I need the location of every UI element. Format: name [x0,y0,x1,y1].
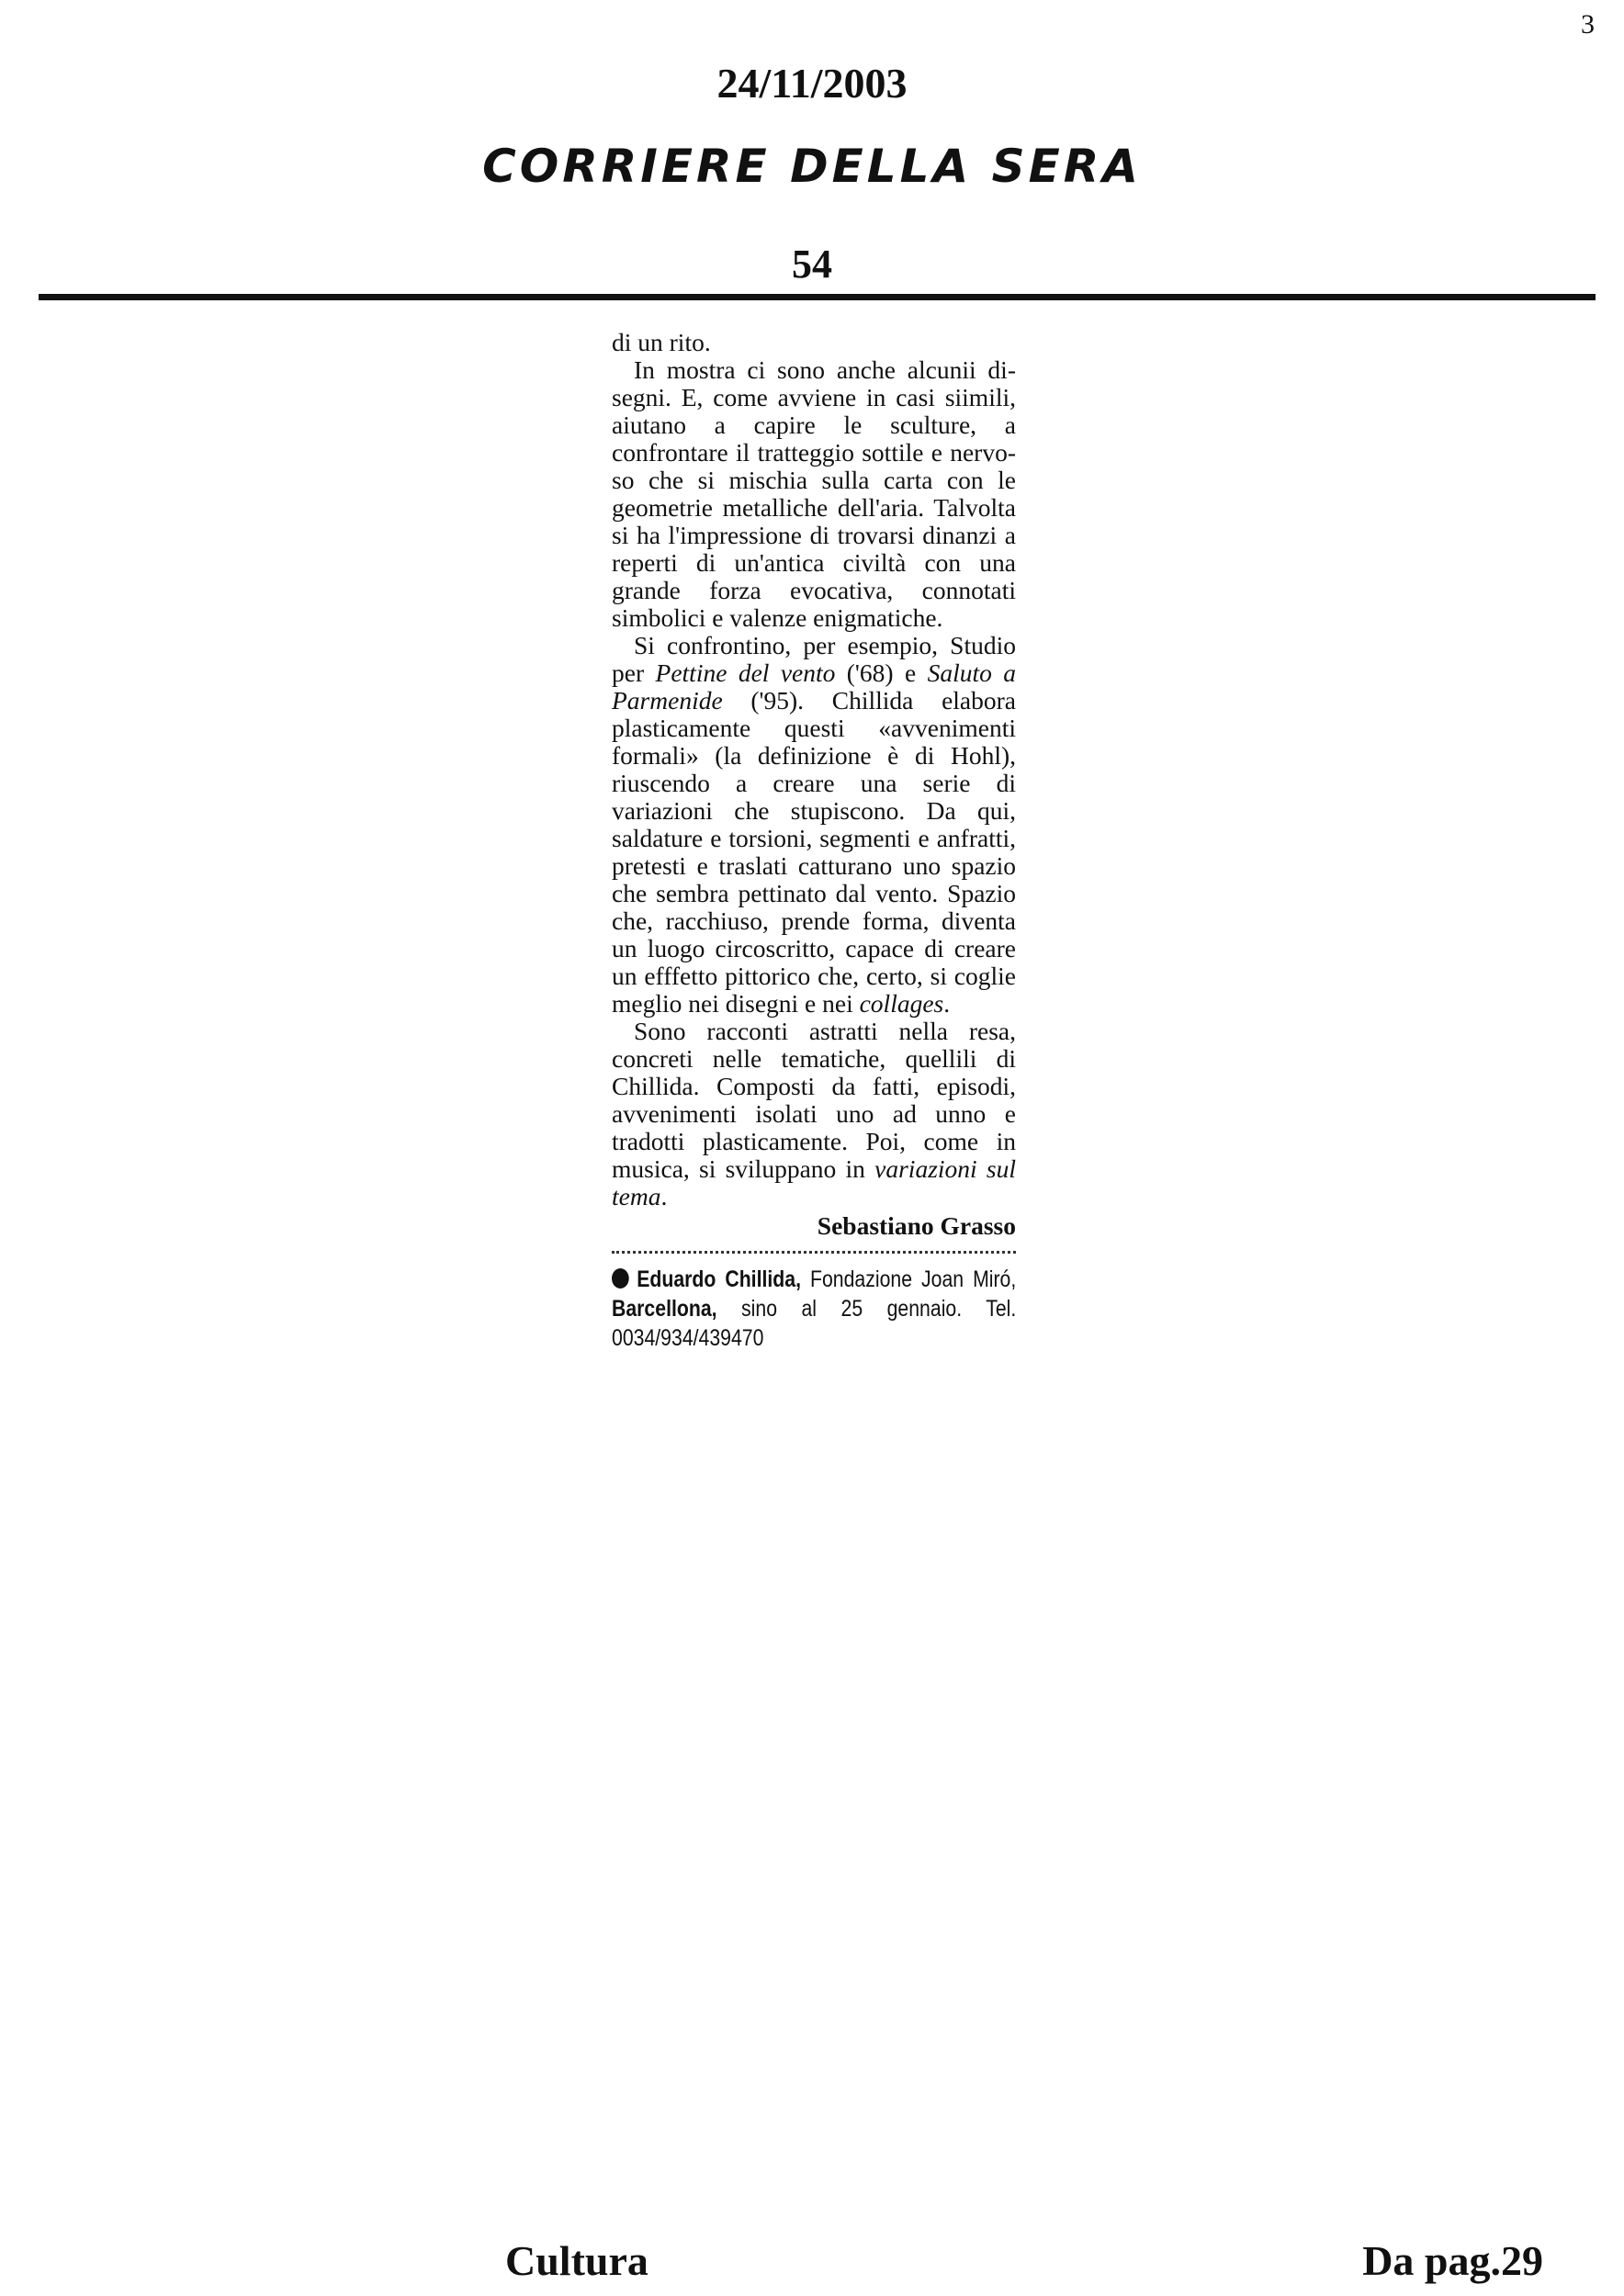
city-name: Barcellona, [612,1296,717,1322]
article-text: ('68) e [835,658,928,687]
article-text: . [660,1182,668,1210]
publication-date: 24/11/2003 [716,60,908,107]
article-paragraph [612,1018,1016,1210]
article-paragraph: In mostra ci sono anche alcunii disegni. E, come avviene in casi siimili, aiutano a capire le sculture, a confrontare il tratteggio sottile e nervoso che si mischia sulla carta con le geometrie metalliche dell'aria. Talvolta si ha l'impressione di trovarsi dinanzi a reperti di un'antica civiltà con una grande forza evocativa, connotati simbolici e valenze enigmatiche. [612,355,1016,632]
article-column [612,329,1016,1353]
emphasis-text: variazioni sul tema [612,1154,1016,1210]
header-divider [39,294,1596,300]
bullet-icon [612,1268,629,1289]
newspaper-page-number: 54 [792,242,832,287]
article-text: Sono racconti astratti nella resa, concreti nelle tematiche, quellili di Chillida. Composti da fatti, episodi, avvenimenti isolati uno ad unno e tradotti plasticamente. Poi, come in musica, si sviluppano in [612,1017,1016,1183]
article-text: ('95). Chillida elabora plasticamente questi «avvenimenti formali» (la definizione è di Hohl), riuscendo a creare una serie di variazioni che stupiscono. Da qui, saldature e torsioni, segmenti e anfratti, pretesti e traslati catturano uno spazio che sembra pettinato dal vento. Spazio che, racchiuso, prende forma, diventa un luogo circoscritto, capace di creare un efffetto pittorico che, certo, si coglie meglio nei disegni e nei [612,686,1016,1018]
artwork-title: Pettine del vento [655,658,836,687]
section-label: Cultura [505,2237,648,2284]
page-number: 3 [1581,9,1595,39]
newspaper-masthead: CORRIERE DELLA SERA [482,140,1142,193]
author-signature: Sebastiano Grasso [817,1211,1016,1240]
exhibition-details: sino al 25 gennaio. Tel. 0034/934/439470 [612,1296,1017,1351]
article-paragraph [612,632,1016,1018]
venue-text: Fondazione Joan Miró, [801,1266,1017,1292]
article-text: Si confrontino, per esempio, Studio per [612,631,1016,687]
dotted-divider [612,1251,1016,1254]
article-text: . [943,989,951,1018]
source-page-label: Da pag.29 [1362,2237,1543,2284]
article-paragraph: di un rito. [612,328,711,356]
artist-name: Eduardo Chillida, [637,1266,802,1292]
emphasis-text: collages [859,989,944,1018]
exhibition-info [612,1265,1016,1353]
artwork-title: Saluto a Parmenide [612,658,1017,715]
